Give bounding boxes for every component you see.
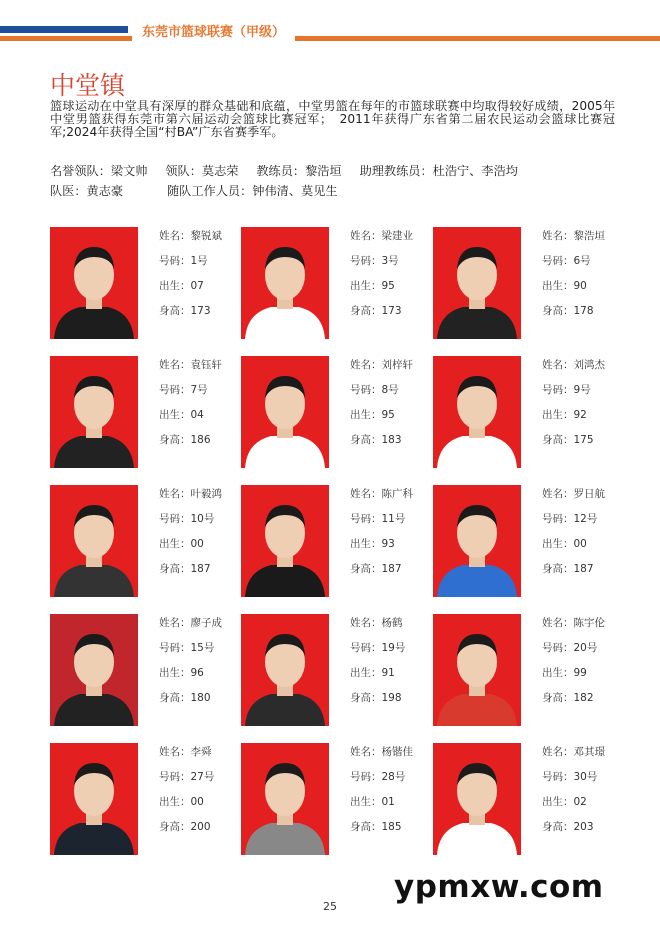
player-birth: [159, 406, 222, 431]
player-number-label: 号码：: [542, 513, 574, 525]
player-birth-value: 90: [573, 280, 587, 292]
player-birth-value: 00: [190, 796, 204, 808]
player-height-label: 身高：: [350, 821, 382, 833]
player-name-label: 姓名：: [542, 746, 574, 758]
player-number-value: 28号: [381, 771, 406, 783]
player-birth-value: 95: [381, 409, 395, 421]
player-height-label: 身高：: [350, 305, 382, 317]
player-height-label: 身高：: [350, 692, 382, 704]
player-number-label: 号码：: [159, 513, 191, 525]
player-name-value: 陈宇伦: [573, 617, 605, 629]
player-name-label: 姓名：: [159, 617, 191, 629]
player-name-value: 袁钰轩: [190, 359, 222, 371]
player-birth: [350, 406, 413, 431]
player-number: [159, 510, 222, 535]
player-birth-label: 出生：: [159, 667, 191, 679]
player-name: [350, 356, 413, 381]
player-name-label: 姓名：: [350, 230, 382, 242]
player-info: [542, 743, 605, 843]
player-number-label: 号码：: [159, 771, 191, 783]
player-birth: [542, 793, 605, 818]
player-photo: [433, 356, 521, 468]
player-birth: [542, 535, 605, 560]
player-height-value: 182: [573, 692, 594, 704]
player-birth-value: 91: [381, 667, 395, 679]
player-birth: [350, 277, 413, 302]
staff-honorary-leader: 名誉领队：梁文帅: [50, 164, 148, 178]
player-info: [159, 356, 222, 456]
player-name-value: 罗日航: [573, 488, 605, 500]
player-height-value: 178: [573, 305, 594, 317]
staff-leader: 领队：莫志荣: [165, 164, 239, 178]
player-number-label: 号码：: [542, 642, 574, 654]
player-number: [542, 510, 605, 535]
player-photo: [50, 485, 138, 597]
player-height-value: 186: [190, 434, 211, 446]
player-birth-label: 出生：: [542, 538, 574, 550]
player-number-label: 号码：: [159, 384, 191, 396]
staff-coach: 教练员：黎浩垣: [256, 164, 342, 178]
player-number-value: 12号: [573, 513, 598, 525]
player-birth: [542, 664, 605, 689]
player-name-label: 姓名：: [542, 617, 574, 629]
player-birth-value: 95: [381, 280, 395, 292]
player-photo: [241, 227, 329, 339]
player-photo: [50, 614, 138, 726]
player-card: [241, 227, 431, 339]
player-birth: [350, 535, 413, 560]
player-height-value: 175: [573, 434, 594, 446]
player-number-value: 15号: [190, 642, 215, 654]
player-photo: [433, 614, 521, 726]
player-number-value: 1号: [190, 255, 208, 267]
player-birth-label: 出生：: [350, 796, 382, 808]
player-info: [350, 485, 413, 585]
player-birth-value: 93: [381, 538, 395, 550]
player-birth-label: 出生：: [542, 409, 574, 421]
player-birth-label: 出生：: [542, 667, 574, 679]
player-number-value: 8号: [381, 384, 399, 396]
player-number-label: 号码：: [350, 642, 382, 654]
player-birth-value: 96: [190, 667, 204, 679]
player-name-value: 陈广科: [381, 488, 413, 500]
player-birth: [542, 406, 605, 431]
player-photo: [433, 227, 521, 339]
player-number-label: 号码：: [350, 255, 382, 267]
player-number-value: 11号: [381, 513, 406, 525]
player-name-value: 刘梓轩: [381, 359, 413, 371]
header-bar-orange: [0, 36, 660, 41]
player-number-label: 号码：: [542, 255, 574, 267]
player-height-value: 187: [190, 563, 211, 575]
player-birth-value: 04: [190, 409, 204, 421]
staff-line-2: [50, 182, 352, 199]
player-height: [542, 302, 605, 327]
player-card: [433, 485, 623, 597]
player-card: [241, 485, 431, 597]
player-height-value: 200: [190, 821, 211, 833]
player-info: [542, 485, 605, 585]
player-birth-value: 92: [573, 409, 587, 421]
player-card: [433, 227, 623, 339]
player-birth-value: 02: [573, 796, 587, 808]
player-name: [350, 485, 413, 510]
player-name-value: 黎锐斌: [190, 230, 222, 242]
player-number: [350, 381, 413, 406]
player-number-value: 6号: [573, 255, 591, 267]
player-height-value: 187: [573, 563, 594, 575]
player-birth-label: 出生：: [542, 280, 574, 292]
player-height-label: 身高：: [159, 434, 191, 446]
player-name-label: 姓名：: [542, 488, 574, 500]
player-number-value: 7号: [190, 384, 208, 396]
player-height: [350, 689, 405, 714]
player-name-label: 姓名：: [159, 359, 191, 371]
player-card: [50, 743, 240, 855]
player-height-value: 183: [381, 434, 402, 446]
player-birth: [159, 664, 222, 689]
player-birth-label: 出生：: [350, 538, 382, 550]
player-name-value: 梁建业: [381, 230, 413, 242]
player-height-label: 身高：: [542, 692, 574, 704]
player-height-label: 身高：: [350, 563, 382, 575]
player-height: [159, 302, 222, 327]
player-height: [542, 818, 605, 843]
header-title: 东莞市篮球联赛（甲级）: [132, 22, 295, 44]
player-name-value: 邓其璟: [573, 746, 605, 758]
player-name-label: 姓名：: [159, 746, 191, 758]
player-height-label: 身高：: [542, 305, 574, 317]
player-birth: [350, 664, 405, 689]
player-name-label: 姓名：: [159, 488, 191, 500]
player-number: [542, 381, 605, 406]
player-photo: [241, 614, 329, 726]
player-info: [159, 743, 214, 843]
player-number-label: 号码：: [159, 255, 191, 267]
player-height: [159, 689, 222, 714]
player-name: [350, 743, 413, 768]
player-name-value: 李舜: [190, 746, 212, 758]
player-height: [542, 431, 605, 456]
player-height-value: 180: [190, 692, 211, 704]
player-height: [159, 818, 214, 843]
page-title: 中堂镇: [50, 71, 126, 100]
player-info: [159, 485, 222, 585]
player-birth-label: 出生：: [159, 409, 191, 421]
player-number-value: 27号: [190, 771, 215, 783]
player-birth: [159, 277, 222, 302]
player-number-label: 号码：: [542, 771, 574, 783]
player-number: [350, 768, 413, 793]
staff-team-workers: 随队工作人员：钟伟清、莫见生: [167, 184, 338, 198]
player-height: [159, 560, 222, 585]
player-birth-value: 01: [381, 796, 395, 808]
player-number-value: 3号: [381, 255, 399, 267]
player-height-value: 173: [381, 305, 402, 317]
player-name: [542, 356, 605, 381]
player-height-label: 身高：: [159, 563, 191, 575]
player-card: [241, 614, 431, 726]
player-number-value: 20号: [573, 642, 598, 654]
watermark: ypmxw.com: [394, 869, 604, 905]
player-height-label: 身高：: [159, 305, 191, 317]
player-height-label: 身高：: [542, 434, 574, 446]
player-name-label: 姓名：: [350, 488, 382, 500]
player-birth: [350, 793, 413, 818]
player-height: [542, 689, 605, 714]
player-card: [433, 356, 623, 468]
player-birth-label: 出生：: [350, 280, 382, 292]
player-name-label: 姓名：: [350, 746, 382, 758]
player-height: [542, 560, 605, 585]
player-info: [159, 614, 222, 714]
player-card: [241, 356, 431, 468]
player-birth-label: 出生：: [350, 409, 382, 421]
player-height: [350, 818, 413, 843]
player-height-value: 173: [190, 305, 211, 317]
player-info: [350, 743, 413, 843]
player-photo: [241, 356, 329, 468]
player-name: [542, 485, 605, 510]
player-name: [542, 614, 605, 639]
staff-assistant-coach: 助理教练员：杜浩宁、李浩均: [359, 164, 518, 178]
player-number: [350, 252, 413, 277]
player-number-value: 30号: [573, 771, 598, 783]
player-birth-value: 07: [190, 280, 204, 292]
player-birth: [159, 793, 214, 818]
player-info: [542, 356, 605, 456]
player-name-value: 杨锴佳: [381, 746, 413, 758]
staff-line-1: [50, 162, 532, 179]
player-photo: [50, 227, 138, 339]
player-height-label: 身高：: [350, 434, 382, 446]
player-birth-label: 出生：: [159, 538, 191, 550]
player-height-value: 198: [381, 692, 402, 704]
player-name-label: 姓名：: [542, 359, 574, 371]
player-card: [50, 485, 240, 597]
player-name: [159, 743, 214, 768]
player-number: [159, 768, 214, 793]
player-name: [159, 227, 222, 252]
player-height-label: 身高：: [159, 692, 191, 704]
player-number-value: 10号: [190, 513, 215, 525]
player-info: [350, 356, 413, 456]
player-height: [350, 560, 413, 585]
player-name-value: 叶毅鸿: [190, 488, 222, 500]
player-number-label: 号码：: [159, 642, 191, 654]
player-name-value: 廖子成: [190, 617, 222, 629]
player-name: [350, 614, 405, 639]
player-name: [542, 227, 605, 252]
player-number-label: 号码：: [350, 771, 382, 783]
player-name: [159, 485, 222, 510]
player-number: [542, 639, 605, 664]
player-name: [350, 227, 413, 252]
player-number: [159, 639, 222, 664]
player-number: [350, 639, 405, 664]
player-number-value: 19号: [381, 642, 406, 654]
player-birth-value: 00: [573, 538, 587, 550]
player-height-label: 身高：: [159, 821, 191, 833]
player-name-label: 姓名：: [350, 617, 382, 629]
player-height: [350, 302, 413, 327]
intro-paragraph: 篮球运动在中堂具有深厚的群众基础和底蕴，中堂男篮在每年的市篮球联赛中均取得较好成绩，2005年中堂男篮获得东莞市第六届运动会篮球比赛冠军； 2011年获得广东省第二届农民运动会篮球比赛冠军;2024年获得全国“村BA”广东省赛季军。: [50, 99, 615, 139]
player-card: [50, 227, 240, 339]
player-number-value: 9号: [573, 384, 591, 396]
player-number-label: 号码：: [542, 384, 574, 396]
player-name: [159, 614, 222, 639]
page-number: 25: [323, 900, 337, 913]
player-number: [542, 768, 605, 793]
player-height-label: 身高：: [542, 821, 574, 833]
player-birth-label: 出生：: [159, 796, 191, 808]
player-card: [433, 614, 623, 726]
player-birth-value: 99: [573, 667, 587, 679]
player-number: [350, 510, 413, 535]
player-name-value: 刘鸿杰: [573, 359, 605, 371]
player-name-label: 姓名：: [350, 359, 382, 371]
header-bar-blue: [0, 26, 128, 33]
player-height-label: 身高：: [542, 563, 574, 575]
player-photo: [433, 485, 521, 597]
player-name-value: 杨鹤: [381, 617, 403, 629]
player-name-value: 黎浩垣: [573, 230, 605, 242]
player-birth: [159, 535, 222, 560]
player-photo: [50, 356, 138, 468]
player-info: [350, 614, 405, 714]
player-birth: [542, 277, 605, 302]
player-number: [159, 252, 222, 277]
player-height-value: 203: [573, 821, 594, 833]
player-number: [542, 252, 605, 277]
player-number-label: 号码：: [350, 513, 382, 525]
player-info: [350, 227, 413, 327]
player-name-label: 姓名：: [542, 230, 574, 242]
player-card: [433, 743, 623, 855]
player-birth-value: 00: [190, 538, 204, 550]
player-height: [350, 431, 413, 456]
staff-doctor: 队医：黄志豪: [50, 184, 124, 198]
player-number-label: 号码：: [350, 384, 382, 396]
player-birth-label: 出生：: [159, 280, 191, 292]
player-number: [159, 381, 222, 406]
player-info: [542, 227, 605, 327]
player-photo: [241, 743, 329, 855]
player-name: [159, 356, 222, 381]
player-height: [159, 431, 222, 456]
player-photo: [433, 743, 521, 855]
player-birth-label: 出生：: [542, 796, 574, 808]
player-height-value: 187: [381, 563, 402, 575]
player-card: [50, 614, 240, 726]
player-card: [241, 743, 431, 855]
player-info: [159, 227, 222, 327]
player-photo: [241, 485, 329, 597]
player-name-label: 姓名：: [159, 230, 191, 242]
player-photo: [50, 743, 138, 855]
player-birth-label: 出生：: [350, 667, 382, 679]
player-info: [542, 614, 605, 714]
player-card: [50, 356, 240, 468]
player-height-value: 185: [381, 821, 402, 833]
player-name: [542, 743, 605, 768]
